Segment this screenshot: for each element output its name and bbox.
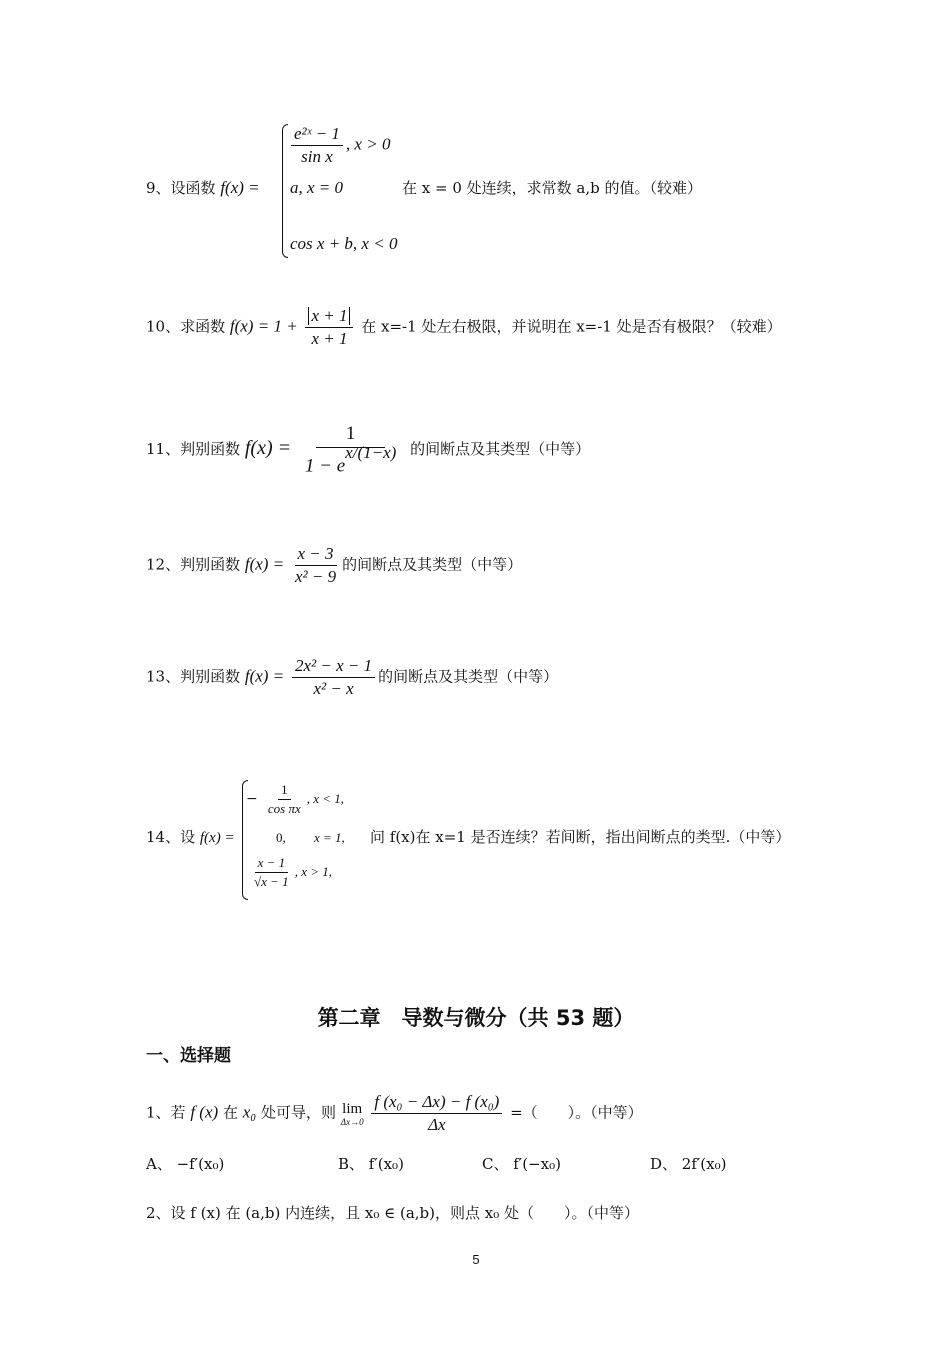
question-13-function: f(x) =: [244, 666, 285, 686]
choice-question-1-text-2: 处可导，则: [261, 1103, 337, 1122]
limit-subscript: Δx→0: [340, 1116, 364, 1127]
question-9-function: f(x) =: [220, 178, 260, 197]
section-title: 一、选择题: [146, 1046, 231, 1066]
limit-operator: lim: [342, 1100, 363, 1117]
choice-question-1-label: 1、若: [146, 1103, 186, 1122]
option-a: A、 −f′(x₀): [146, 1155, 225, 1173]
question-9-case-3: cos x + b, x < 0: [290, 234, 398, 253]
question-9-case-1-condition: , x > 0: [345, 134, 391, 154]
question-11-exponent: x/(1−x): [345, 443, 397, 462]
question-14-case-1: − $\frac{1}{\text{cos πx}}$ , x < 1,: [246, 782, 345, 816]
question-11-function: f(x) =: [244, 437, 292, 460]
question-10: [146, 306, 782, 349]
question-13: [146, 656, 558, 699]
question-9-case-1: [288, 124, 390, 167]
question-12: [146, 544, 522, 587]
question-14-case-3-numerator: x − 1: [255, 855, 289, 873]
choice-question-1-function: f (x): [190, 1102, 219, 1122]
question-9-label: 9、设函数: [146, 179, 216, 197]
question-13-tail: 的间断点及其类型（中等）: [378, 667, 559, 686]
question-12-numerator: x − 3: [295, 544, 337, 566]
question-14-case-1-denominator: cos πx: [267, 801, 301, 816]
question-14-tail: 问 f(x)在 x=1 是否连续？若间断，指出间断点的类型.（中等）: [370, 828, 791, 846]
question-14-case-3-condition: , x > 1,: [294, 864, 332, 879]
question-14-case-2-value: 0,: [276, 830, 286, 845]
choice-question-1: [146, 1092, 643, 1135]
chapter-title: 第二章 导数与微分（共 53 题）: [317, 1006, 635, 1030]
question-11-denominator: 1 − e: [304, 455, 346, 477]
question-11-tail: 的间断点及其类型（中等）: [410, 440, 591, 459]
question-10-denominator: x + 1: [311, 329, 348, 348]
question-9: [146, 178, 260, 198]
question-14-case-2-condition: x = 1,: [314, 830, 345, 845]
question-14-case-1-numerator: 1: [278, 782, 291, 800]
question-11: [146, 424, 590, 476]
page-number: 5: [472, 1252, 480, 1267]
question-12-label: 12、判别函数: [146, 555, 241, 574]
question-14-case-3: [248, 855, 332, 890]
choice-question-1-denominator: Δx: [428, 1115, 446, 1134]
question-9-case-1-denominator: sin x: [301, 147, 333, 166]
question-9-case-2: a, x = 0: [290, 178, 344, 197]
option-c: C、 f′(−x₀): [482, 1155, 561, 1173]
question-10-function: f(x) = 1 +: [229, 316, 298, 336]
choice-question-2: 2、设 f (x) 在 (a,b) 内连续，且 x₀ ∈ (a,b)，则点 x₀ 处（ ）。（中等）: [146, 1204, 640, 1222]
question-14-function: f(x) =: [199, 830, 235, 846]
question-14-case-3-denominator: √x − 1: [254, 874, 289, 889]
choice-question-1-tail: =（ ）。（中等）: [510, 1103, 643, 1122]
choice-question-1-text-1: 在: [222, 1103, 238, 1122]
question-13-numerator: 2x² − x − 1: [292, 656, 375, 678]
option-b: B、 f′(x₀): [338, 1155, 404, 1173]
question-10-tail: 在 x=-1 处左右极限，并说明在 x=-1 处是否有极限？（较难）: [361, 317, 782, 336]
question-14-label: 14、设: [146, 828, 196, 846]
question-12-tail: 的间断点及其类型（中等）: [342, 555, 523, 574]
question-13-denominator: x² − x: [313, 679, 354, 698]
question-9-tail: 在 x = 0 处连续，求常数 a,b 的值。（较难）: [402, 179, 702, 197]
option-d: D、 2f′(x₀): [650, 1155, 727, 1173]
question-12-function: f(x) =: [244, 554, 285, 574]
question-10-numerator: x + 1: [308, 307, 350, 325]
question-13-label: 13、判别函数: [146, 667, 241, 686]
choice-question-1-numerator: f (x₀ − Δx) − f (x₀): [371, 1092, 502, 1114]
question-14-case-1-condition: , x < 1,: [306, 791, 345, 806]
question-10-label: 10、求函数: [146, 317, 226, 336]
question-12-denominator: x² − 9: [294, 567, 337, 586]
question-11-numerator: 1: [316, 424, 386, 448]
question-9-case-1-numerator: e²ˣ − 1: [291, 124, 343, 146]
choice-question-1-x0: x₀: [242, 1102, 257, 1122]
question-11-label: 11、判别函数: [146, 440, 241, 459]
question-14: [146, 827, 235, 848]
